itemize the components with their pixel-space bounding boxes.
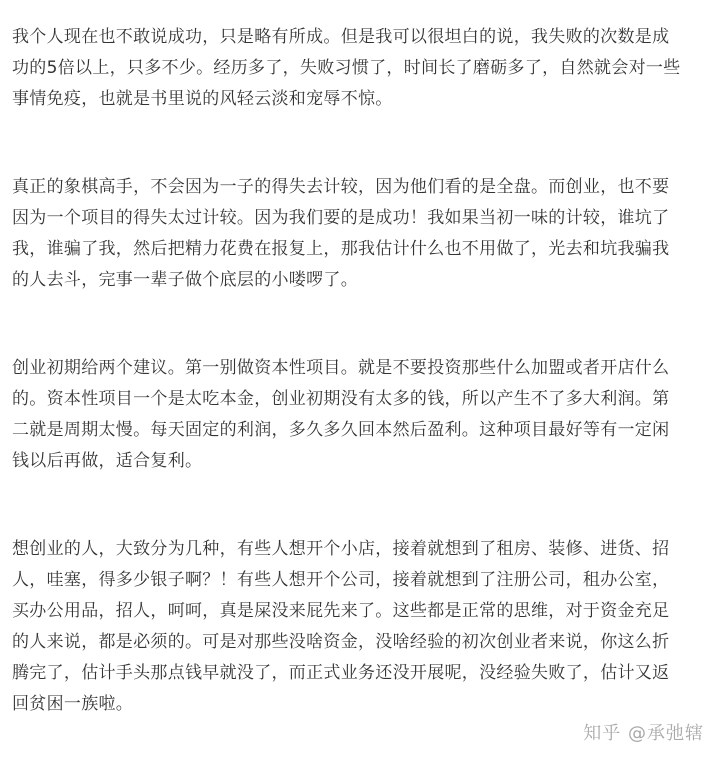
- article-body: [12, 22, 712, 720]
- paragraph-2: [12, 172, 712, 296]
- paragraph-3-line-4: 钱以后再做，适合复利。: [12, 451, 203, 471]
- paragraph-1-line-2: 功的5倍以上，只多不少。经历多了，失败习惯了，时间长了磨砺多了，自然就会对一些: [12, 58, 681, 78]
- paragraph-1: [12, 22, 712, 115]
- paragraph-4-line-1: 想创业的人，大致分为几种，有些人想开个小店，接着就想到了租房、装修、进货、招: [12, 539, 670, 559]
- paragraph-4-line-3: 买办公用品，招人，呵呵，真是屎没来屁先来了。这些都是正常的思维，对于资金充足: [12, 601, 670, 621]
- paragraph-4-line-2: 人，哇塞，得多少银子啊？！有些人想开个公司，接着就想到了注册公司，租办公室，: [12, 570, 670, 590]
- paragraph-spacer: [12, 477, 712, 534]
- paragraph-3-line-2: 的。资本性项目一个是太吃本金，创业初期没有太多的钱，所以产生不了多大利润。第: [12, 389, 670, 409]
- paragraph-1-line-3: 事情免疫，也就是书里说的风轻云淡和宠辱不惊。: [12, 89, 393, 109]
- paragraph-4: [12, 534, 712, 720]
- paragraph-spacer: [12, 296, 712, 353]
- paragraph-4-line-5: 腾完了，估计手头那点钱早就没了，而正式业务还没开展呢，没经验失败了，估计又返: [12, 663, 670, 683]
- paragraph-3: [12, 353, 712, 477]
- paragraph-2-line-4: 的人去斗，完事一辈子做个底层的小喽啰了。: [12, 270, 358, 290]
- paragraph-1-line-1: 我个人现在也不敢说成功，只是略有所成。但是我可以很坦白的说，我失败的次数是成: [12, 27, 670, 47]
- paragraph-3-line-1: 创业初期给两个建议。第一别做资本性项目。就是不要投资那些什么加盟或者开店什么: [12, 358, 670, 378]
- paragraph-2-line-3: 我，谁骗了我，然后把精力花费在报复上，那我估计什么也不用做了，光去和坑我骗我: [12, 239, 670, 259]
- paragraph-4-line-4: 的人来说，都是必须的。可是对那些没啥资金，没啥经验的初次创业者来说，你这么折: [12, 632, 670, 652]
- zhihu-watermark: 知乎 @承弛辖: [583, 723, 704, 744]
- paragraph-2-line-2: 因为一个项目的得失太过计较。因为我们要的是成功！我如果当初一味的计较，谁坑了: [12, 208, 670, 228]
- paragraph-2-line-1: 真正的象棋高手，不会因为一子的得失去计较，因为他们看的是全盘。而创业，也不要: [12, 177, 670, 197]
- paragraph-4-line-6: 回贫困一族啦。: [12, 694, 134, 714]
- paragraph-spacer: [12, 115, 712, 172]
- paragraph-3-line-3: 二就是周期太慢。每天固定的利润，多久多久回本然后盈利。这种项目最好等有一定闲: [12, 420, 670, 440]
